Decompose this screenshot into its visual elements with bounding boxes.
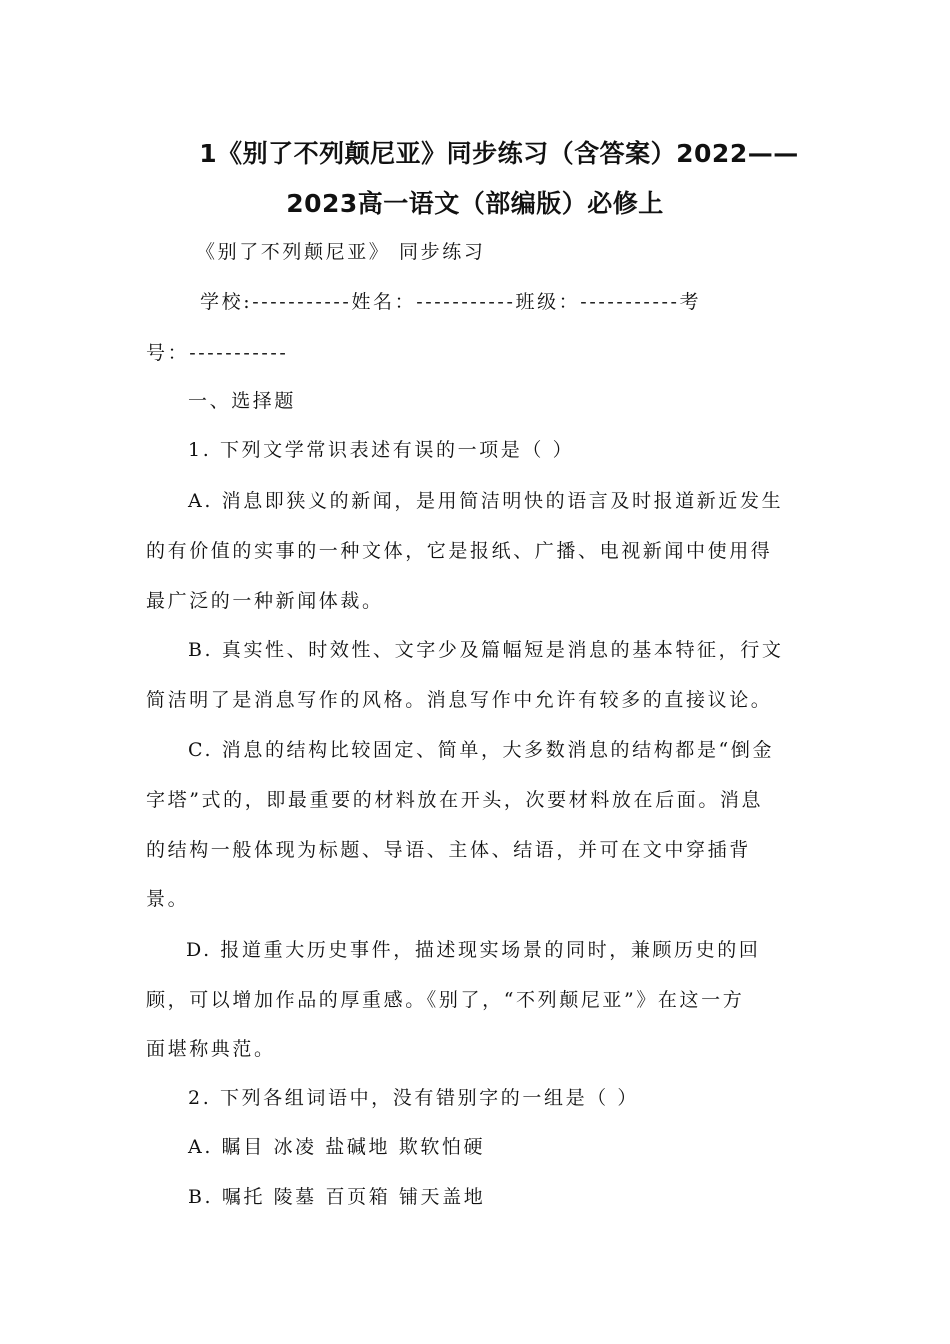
question-1-option-c-line-4: 景。 — [146, 888, 190, 910]
question-1-option-a-line-3: 最广泛的一种新闻体裁。 — [146, 590, 384, 612]
document-title-line-2: 2023高一语文（部编版）必修上 — [286, 189, 664, 218]
question-1-option-b-line-2: 简洁明了是消息写作的风格。消息写作中允许有较多的直接议论。 — [146, 689, 773, 711]
school-blank[interactable]: ----------- — [252, 291, 352, 313]
question-1-option-a-line-1: A. 消息即狭义的新闻，是用简洁明快的语言及时报道新近发生 — [188, 490, 784, 512]
question-1-stem: 1. 下列文学常识表述有误的一项是（ ） — [188, 439, 575, 461]
question-1-option-c-line-3: 的结构一般体现为标题、导语、主体、结语，并可在文中穿插背 — [146, 839, 751, 861]
question-1-option-d-line-2: 顾，可以增加作品的厚重感。《别了，“不列颠尼亚”》在这一方 — [146, 989, 745, 1011]
name-blank[interactable]: ----------- — [416, 291, 516, 313]
form-fields-row-2 — [146, 340, 810, 366]
question-1-option-d-line-1: D. 报道重大历史事件，描述现实场景的同时，兼顾历史的回 — [186, 939, 761, 961]
exam-id-label-part-2: 号： — [146, 342, 190, 364]
question-1-option-d-line-3: 面堪称典范。 — [146, 1038, 276, 1060]
document-title-line-1: 1《别了不列颠尼亚》同步练习（含答案）2022—— — [199, 139, 799, 168]
question-2-option-a: A. 瞩目 冰凌 盐碱地 欺软怕硬 — [188, 1136, 486, 1158]
exam-id-blank[interactable]: ----------- — [189, 342, 289, 364]
question-2-stem: 2. 下列各组词语中，没有错别字的一组是（ ） — [188, 1087, 640, 1109]
subtitle: 《别了不列颠尼亚》 同步练习 — [196, 241, 486, 263]
name-label: 姓名： — [351, 291, 417, 313]
section-heading: 一、选择题 — [188, 390, 297, 412]
class-label: 班级： — [515, 291, 581, 313]
form-fields-row — [200, 289, 820, 315]
school-label: 学校: — [200, 291, 253, 313]
exam-id-label-part-1: 考 — [679, 291, 702, 313]
class-blank[interactable]: ----------- — [580, 291, 680, 313]
question-1-option-a-line-2: 的有价值的实事的一种文体，它是报纸、广播、电视新闻中使用得 — [146, 540, 773, 562]
question-1-option-c-line-2: 字塔”式的，即最重要的材料放在开头，次要材料放在后面。消息 — [146, 789, 764, 811]
question-1-option-b-line-1: B. 真实性、时效性、文字少及篇幅短是消息的基本特征，行文 — [188, 639, 784, 661]
question-1-option-c-line-1: C. 消息的结构比较固定、简单，大多数消息的结构都是“倒金 — [188, 739, 775, 761]
question-2-option-b: B. 嘱托 陵墓 百页箱 铺天盖地 — [188, 1186, 486, 1208]
